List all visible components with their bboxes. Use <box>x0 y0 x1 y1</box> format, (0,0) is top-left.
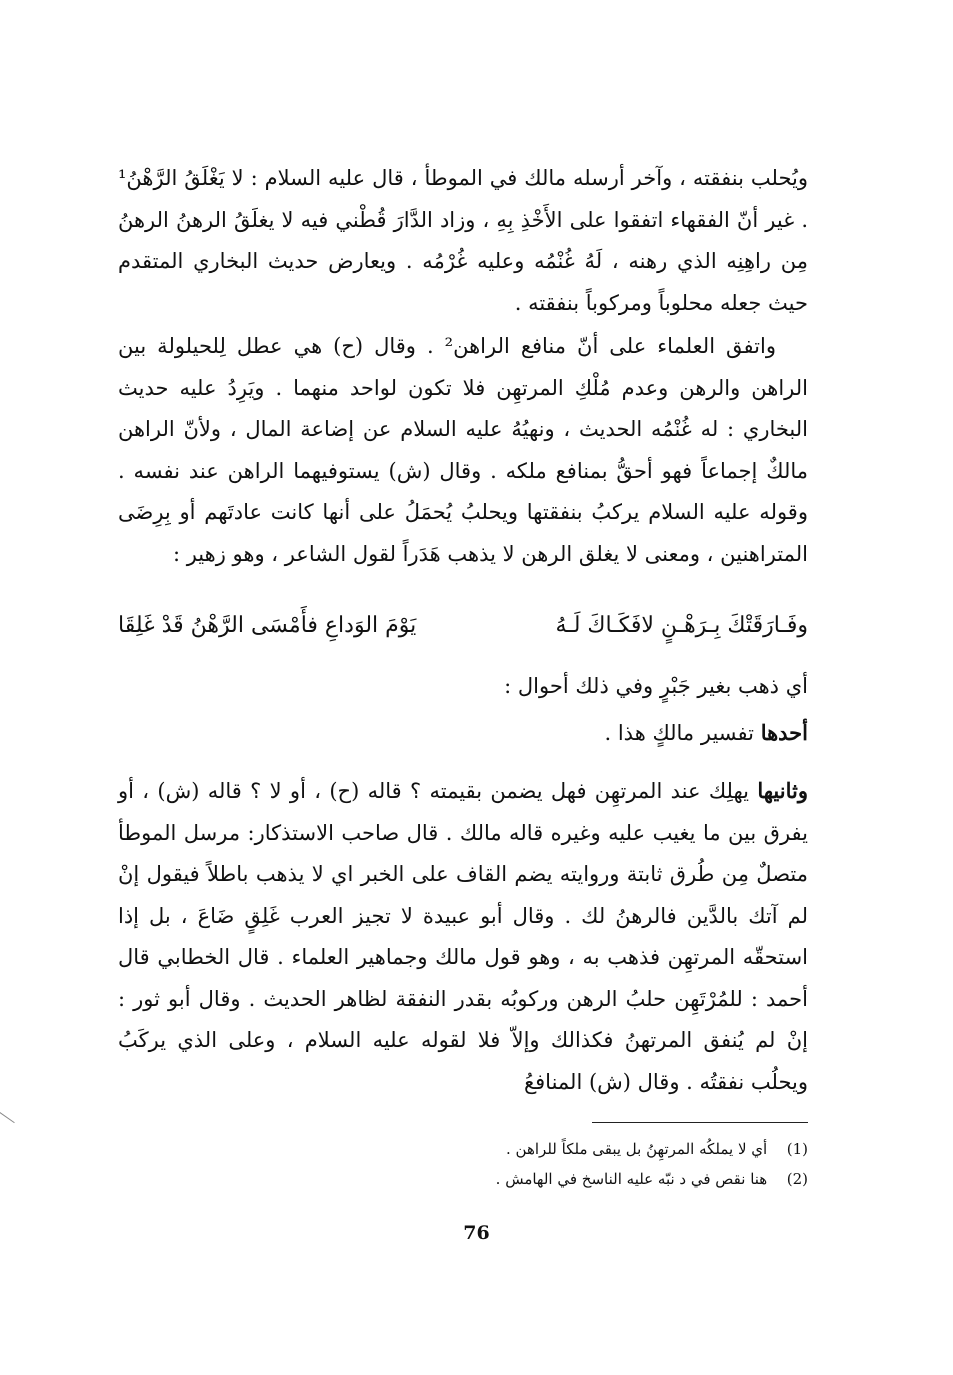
footnote-2-number: (2) <box>786 1170 808 1188</box>
first-case-label: أحدها <box>760 720 808 745</box>
first-case-line <box>604 712 808 754</box>
footnote-1-number: (1) <box>786 1140 808 1158</box>
paragraph-1: ويُحلب بنفقته ، وآخر أرسله مالك في الموطأ ، قال عليه السلام : لا يَغْلَقُ الرَّهْنُ¹ . غير أنّ الفقهاء اتفقوا على الأَخْذِ بِهِ ، وزاد الدَّارَ قُطْني فيه لا يغلَقُ الرهنُ الرهنُ مِن راهِنِه الذي رهنه ، لَهُ غُنْمُه وعليه غُرْمُه . ويعارض حديث البخاري المتقدم حيث جعله محلوباً ومركوباً بنفقته . <box>118 166 808 315</box>
scan-edge-mark <box>0 1112 15 1148</box>
second-case-label: وثانيها <box>757 778 808 803</box>
paragraph-2: واتفق العلماء على أنّ منافع الراهن² . وقال (ح) هي عطل لِلحيلولة بين الراهن والرهن وعدم مُلْكِ المرتهِن فلا تكون لواحد منهما . ويَرِدُ عليه حديث البخاري : له غُنْمُه الحديث ، ونهيُهُ عليه السلام عن إضاعة المال ، ولأنّ الراهن مالكٌ إجماعاً فهو أحقُّ بمنافع ملكه . وقال (ش) يستوفيهما الراهن عند نفسه . وقوله عليه السلام يركبُ بنفقتها ويحلبُ يُحمَلُ على أنها كانت عادتَهم أو بِرِضَى المتراهنين ، ومعنى لا يغلق الرهن لا يذهب هَدَراً لقول الشاعر ، وهو زهير : <box>118 334 808 566</box>
footnotes <box>300 1134 808 1194</box>
footnote-2 <box>300 1164 808 1194</box>
paragraph-3 <box>118 770 808 1103</box>
poem-first-hemistich: وفَـارَقَتْكَ بِـرَهْـنٍ لافَكَـاكَ لَـهُ <box>555 613 808 638</box>
footnote-2-text: هنا نقص في د نبّه عليه الناسخ في الهامش . <box>495 1170 768 1188</box>
first-case-text: تفسير مالكٍ هذا . <box>604 721 754 745</box>
footnote-1 <box>300 1134 808 1164</box>
page-number: 76 <box>463 1222 490 1244</box>
footnote-divider <box>592 1122 808 1123</box>
body-text-top <box>118 158 808 575</box>
body-text-bottom <box>118 770 808 1103</box>
paragraph-3-text: يهلِك عند المرتهِن فهل يضمن بقيمته ؟ قاله (ح) ، أو لا ؟ قاله (ش) ، أو يفرق بين ما يغيب عليه وغيره قاله مالك . قال صاحب الاستذكار: مرسل الموطأ متصلٌ مِن طُرق ثابتة وروايته يضم القاف على الخبر اي لا يذهب باطلاً فيقول إنْ لم آتك بالدَّين فالرهنُ لك . وقال أبو عبيدة لا تجيز العرب غَلِقٍ ضَاعَ ، بل إذا استحقّه المرتهِن فذهب به ، وهو قول مالك وجماهير العلماء . قال الخطابي قال أحمد : للمُرْتَهِن حلبُ الرهن وركوبُه بقدر النفقة لظاهر الحديث . وقال أبو ثور : إنْ لم يُنفق المرتهنُ فكذالك وإلاّ فلا لقوله عليه السلام ، وعلى الذي يركَبُ ويحلُب نفقتُه . وقال (ش) المنافعُ <box>118 779 808 1094</box>
explanation-line: أي ذهب بغير جَبْرٍ وفي ذلك أحوال : <box>504 674 808 698</box>
poem-second-hemistich: يَوْمَ الوَداعِ فأَمْسَى الرَّهْنُ قَدْ غَلِقَا <box>118 613 417 638</box>
footnote-1-text: أي لا يملكُه المرتهِنُ بل يبقى ملكاً للراهن . <box>506 1140 768 1158</box>
poem-verse <box>118 605 808 647</box>
